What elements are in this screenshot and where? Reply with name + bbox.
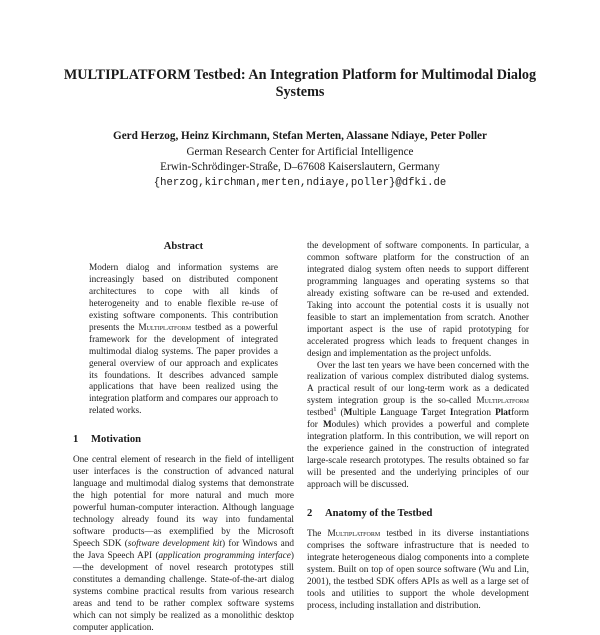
paragraph-text: The — [307, 528, 328, 539]
paragraph-text: testbed in its diverse instantiations comprises the software infrastructure that is needed to integrate heterogeneous dialog components into a complete system. Built on top of open source software (Wu and Lin, 2001), the testbed SDK offers APIs as well as a large set of tools and utilities to support the whole development process, including installation and distribution. — [307, 528, 529, 611]
system-name: Multiplatform — [327, 528, 381, 539]
address: Erwin-Schrödinger-Straße, D–67608 Kaiserslautern, Germany — [160, 161, 440, 173]
author-block — [40, 129, 560, 191]
left-column — [73, 241, 294, 635]
section-number: 1 — [73, 434, 79, 446]
system-name: Multiplatform — [476, 396, 529, 407]
abstract-text — [89, 263, 278, 418]
section-heading-anatomy — [307, 508, 529, 520]
system-name: Multiplatform — [138, 322, 192, 333]
acronym-letter: I — [449, 408, 454, 419]
paragraph-text: ntegration — [453, 408, 496, 419]
emphasis: software development kit — [127, 538, 222, 549]
paragraph: the development of software components. In particular, a common software platform for the construction of an integrated dialog system often needs to support different programming languages and operating systems so that already existing software can be re-used and extended. Taking into account the potential costs it is usually not feasible to start an implementation from scratch. Another important aspect is the use of rapid prototyping for accelerated progress which leads to frequent changes in design and implementation as the project unfolds. — [307, 241, 529, 359]
paragraph-text: )—the development of novel research prototypes still constitutes a demanding challenge. State-of-the-art dialog systems combine practical results from various research areas and tend to be rather complex software systems which can not simply be realized as a monolithic desktop computer application. — [73, 550, 294, 633]
abstract-heading: Abstract — [163, 241, 204, 252]
affiliation: German Research Center for Artificial Intelligence — [186, 145, 414, 158]
paragraph-text: ) for Windows and the Java Speech API ( — [73, 538, 295, 561]
right-column — [307, 241, 529, 613]
paragraph-text: Over the last ten years we have been concerned with the realization of various complex distributed dialog systems. A practical result of our long-term work as a dedicated system integration group is the so-called — [307, 360, 529, 407]
paper-title: MULTIPLATFORM Testbed: An Integration Platform for Multimodal Dialog Systems — [63, 67, 537, 100]
paragraph — [307, 361, 529, 492]
section-number: 2 — [307, 508, 313, 520]
emphasis: application programming interface — [158, 550, 291, 561]
author-email: {herzog,kirchman,merten,ndiaye,poller}@dfki.de — [153, 176, 447, 189]
acronym-letter: M — [343, 408, 353, 419]
paragraph-text: form for — [307, 408, 529, 431]
paragraph-text: ( — [336, 408, 344, 419]
acronym-letter: Plat — [495, 408, 511, 419]
paragraph-text: odules) which provides a powerful and complete integration platform. In this contribution, we will report on the experience gained in the construction of integrated large-scale research prototypes. The results obtained so far will be presented and the underlying principles of our approach will be discussed. — [307, 420, 529, 491]
paragraph-text: One central element of research in the field of intelligent user interfaces is the construction of advanced natural language and multimodal dialog systems that demonstrate the high potential for more natural and much more powerful human-computer interaction. Although language technology already found its way into fundamental software products—as exemplified by the Microsoft Speech SDK ( — [73, 455, 294, 549]
paragraph-text: anguage — [386, 408, 422, 419]
paragraph-text: testbed — [307, 408, 334, 419]
paragraph — [307, 529, 529, 613]
section-heading-motivation — [73, 434, 294, 446]
abstract-text-part: Modern dialog and information systems are increasingly based on distributed component architectures to cope with all kinds of heterogeneity and to enable flexible re-use of existing software components. This contribution presents the — [89, 262, 278, 333]
section-title: Motivation — [91, 434, 142, 446]
acronym-letter: L — [380, 408, 387, 419]
author-names: Gerd Herzog, Heinz Kirchmann, Stefan Merten, Alassane Ndiaye, Peter Poller — [113, 130, 487, 142]
footnote-marker: 1 — [333, 406, 337, 414]
acronym-letter: M — [322, 420, 332, 431]
section-title: Anatomy of the Testbed — [325, 508, 433, 520]
paragraph-text: ultiple — [352, 408, 381, 419]
paragraph-text: arget — [427, 408, 450, 419]
paragraph — [73, 455, 294, 634]
abstract-text-part: testbed as a powerful framework for the development of integrated multimodal dialog systems. The paper provides a general overview of our approach and explicates its foundations. It describes advanced sample applications that have been realized using the integration platform and compares our approach to related works. — [89, 322, 278, 417]
acronym-letter: T — [421, 408, 428, 419]
